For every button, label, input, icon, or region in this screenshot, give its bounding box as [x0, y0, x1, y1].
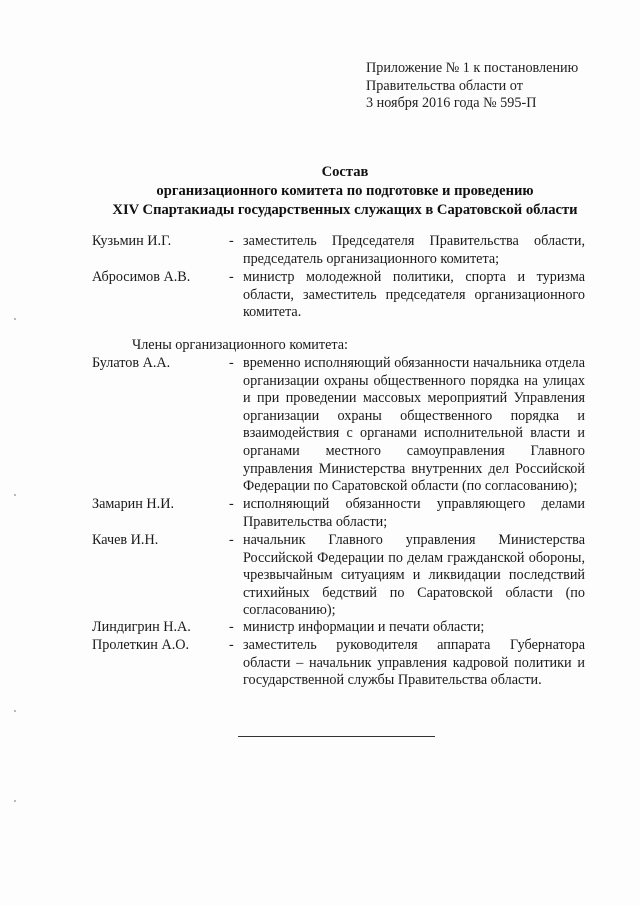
member-position: начальник Главного управления Министерства Российской Федерации по делам гражданской обороны, чрезвычайным ситуациям и ликвидации последствий стихийных бедствий по Саратовской области (по согласованию);	[243, 532, 585, 619]
member-name: Кузьмин И.Г.	[92, 233, 172, 249]
member-name: Линдигрин Н.А.	[92, 619, 191, 635]
appendix-note	[366, 60, 626, 113]
title-line-2: организационного комитета по подготовке и проведению	[156, 183, 534, 199]
title-line-1: Состав	[321, 164, 369, 180]
separator-dash: -	[229, 637, 234, 653]
member-name: Замарин Н.И.	[92, 496, 174, 512]
scan-mark	[14, 710, 16, 712]
separator-dash: -	[229, 496, 234, 512]
scan-mark	[14, 318, 16, 320]
member-position: министр молодежной политики, спорта и туризма области, заместитель председателя организационного комитета.	[243, 269, 585, 321]
member-position: временно исполняющий обязанности начальника отдела организации охраны общественного порядка на улицах и при проведении массовых мероприятий Управления организации охраны общественного порядка и взаимодействия с органами исполнительной власти и органами местного самоуправления Главного управления Министерства внутренних дел Российской Федерации по Саратовской области (по согласованию);	[243, 355, 585, 495]
member-position: заместитель Председателя Правительства области, председатель организационного комитета;	[243, 233, 585, 267]
appendix-line-3: 3 ноября 2016 года № 595-П	[366, 95, 537, 111]
separator-dash: -	[229, 619, 234, 635]
title-line-3: XIV Спартакиады государственных служащих в Саратовской области	[112, 202, 578, 218]
member-name: Качев И.Н.	[92, 532, 159, 548]
closing-rule	[238, 736, 435, 737]
members-heading: Члены организационного комитета:	[132, 337, 348, 353]
appendix-line-1: Приложение № 1 к постановлению	[366, 60, 579, 76]
member-name: Булатов А.А.	[92, 355, 171, 371]
member-name: Абросимов А.В.	[92, 269, 191, 285]
document-title	[60, 163, 630, 220]
separator-dash: -	[229, 233, 234, 249]
scan-mark	[14, 494, 16, 496]
appendix-line-2: Правительства области от	[366, 77, 523, 94]
member-position: министр информации и печати области;	[243, 619, 485, 635]
member-position: заместитель руководителя аппарата Губернатора области – начальник управления кадровой политики и государственной службы Правительства области.	[243, 637, 585, 689]
separator-dash: -	[229, 269, 234, 285]
separator-dash: -	[229, 532, 234, 548]
scan-mark	[14, 800, 16, 802]
member-position: исполняющий обязанности управляющего делами Правительства области;	[243, 496, 585, 530]
separator-dash: -	[229, 355, 234, 371]
member-name: Пролеткин А.О.	[92, 637, 190, 653]
